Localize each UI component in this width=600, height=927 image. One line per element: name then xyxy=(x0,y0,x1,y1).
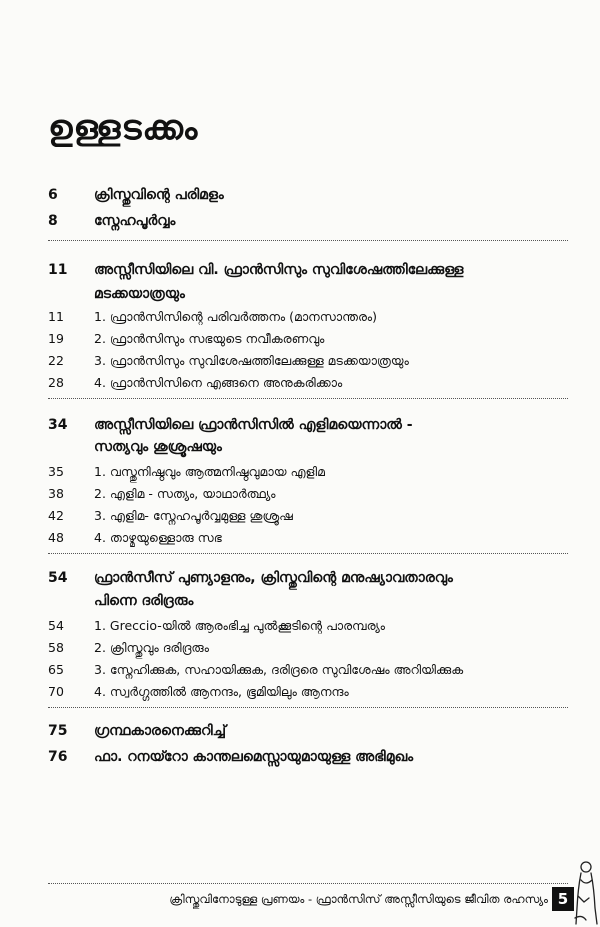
toc-page-number: 8 xyxy=(48,213,58,229)
section-divider xyxy=(48,707,568,708)
toc-title: 1. ഫ്രാൻസിസിന്റെ പരിവർത്തനം (മാനസാന്തരം) xyxy=(94,309,378,324)
page-title: ഉള്ളടക്കം xyxy=(48,108,199,148)
footer-divider xyxy=(48,883,568,884)
toc-page-number: 22 xyxy=(48,353,64,368)
toc-title: ക്രിസ്തുവിന്റെ പരിമളം xyxy=(94,187,224,203)
toc-page-number: 6 xyxy=(48,187,58,203)
page-number-badge: 5 xyxy=(552,887,574,911)
toc-page-number: 42 xyxy=(48,508,64,523)
saint-figure-illustration xyxy=(572,858,600,926)
toc-title: അസ്സീസിയിലെ ഫ്രാൻസിസിൽ എളിമയെന്നാൽ - xyxy=(94,417,413,433)
toc-title: ഗ്രന്ഥകാരനെക്കുറിച്ച് xyxy=(94,723,226,739)
toc-title: 3. എളിമ- സ്നേഹപൂർവ്വമുള്ള ശുശ്രൂഷ xyxy=(94,508,293,523)
toc-title-continuation: സത്യവും ശുശ്രൂഷയും xyxy=(94,439,222,455)
toc-page-number: 54 xyxy=(48,570,68,586)
toc-page-number: 48 xyxy=(48,530,64,545)
toc-page-number: 75 xyxy=(48,723,68,739)
toc-title: 2. എളിമ - സത്യം, യാഥാർത്ഥ്യം xyxy=(94,486,276,501)
section-divider xyxy=(48,398,568,399)
toc-title: 2. ക്രിസ്തുവും ദരിദ്രരും xyxy=(94,640,209,655)
toc-title: 3. ഫ്രാൻസിസും സുവിശേഷത്തിലേക്കുള്ള മടക്കയാത്രയും xyxy=(94,353,409,368)
toc-title: 4. താഴ്മയുള്ളൊരു സഭ xyxy=(94,530,222,545)
toc-title: 4. ഫ്രാൻസിസിനെ എങ്ങനെ അനുകരിക്കാം xyxy=(94,375,343,390)
toc-page-number: 11 xyxy=(48,262,68,278)
toc-page-number: 54 xyxy=(48,618,64,633)
toc-title: 3. സ്നേഹിക്കുക, സഹായിക്കുക, ദരിദ്രരെ സുവിശേഷം അറിയിക്കുക xyxy=(94,662,464,677)
toc-page-number: 65 xyxy=(48,662,64,677)
toc-title: 1. Greccio-യിൽ ആരംഭിച്ച പുൽക്കൂടിന്റെ പാരമ്പര്യം xyxy=(94,618,386,633)
toc-page-number: 70 xyxy=(48,684,64,699)
toc-title: 2. ഫ്രാൻസിസും സഭയുടെ നവീകരണവും xyxy=(94,331,325,346)
toc-page-number: 58 xyxy=(48,640,64,655)
toc-page-number: 76 xyxy=(48,749,68,765)
toc-title: സ്നേഹപൂർവ്വം xyxy=(94,213,176,229)
toc-title: 1. വസ്തുനിഷ്ഠവും ആത്മനിഷ്ഠവുമായ എളിമ xyxy=(94,464,325,479)
section-divider xyxy=(48,240,568,241)
toc-page-number: 28 xyxy=(48,375,64,390)
toc-page-number: 34 xyxy=(48,417,68,433)
toc-title: ഫ്രാൻസീസ് പുണ്യാളനും, ക്രിസ്തുവിന്റെ മനുഷ്യാവതാരവും xyxy=(94,570,453,586)
toc-page-number: 35 xyxy=(48,464,64,479)
toc-title: ഫാ. റനയ്റോ കാന്തലമെസ്സായുമായുള്ള അഭിമുഖം xyxy=(94,749,414,765)
toc-title: 4. സ്വർഗ്ഗത്തിൽ ആനന്ദം, ഭൂമിയിലും ആനന്ദം xyxy=(94,684,349,699)
toc-title-continuation: പിന്നെ ദരിദ്രരും xyxy=(94,593,194,609)
toc-title: അസ്സീസിയിലെ വി. ഫ്രാൻസിസും സുവിശേഷത്തിലേക്കുള്ള xyxy=(94,262,464,278)
section-divider xyxy=(48,553,568,554)
toc-title-continuation: മടക്കയാത്രയും xyxy=(94,286,185,302)
toc-page-number: 19 xyxy=(48,331,64,346)
toc-page-number: 38 xyxy=(48,486,64,501)
running-title: ക്രിസ്തുവിനോടുള്ള പ്രണയം - ഫ്രാൻസിസ് അസ്സീസിയുടെ ജീവിത രഹസ്യം xyxy=(169,892,548,906)
toc-page-number: 11 xyxy=(48,309,64,324)
